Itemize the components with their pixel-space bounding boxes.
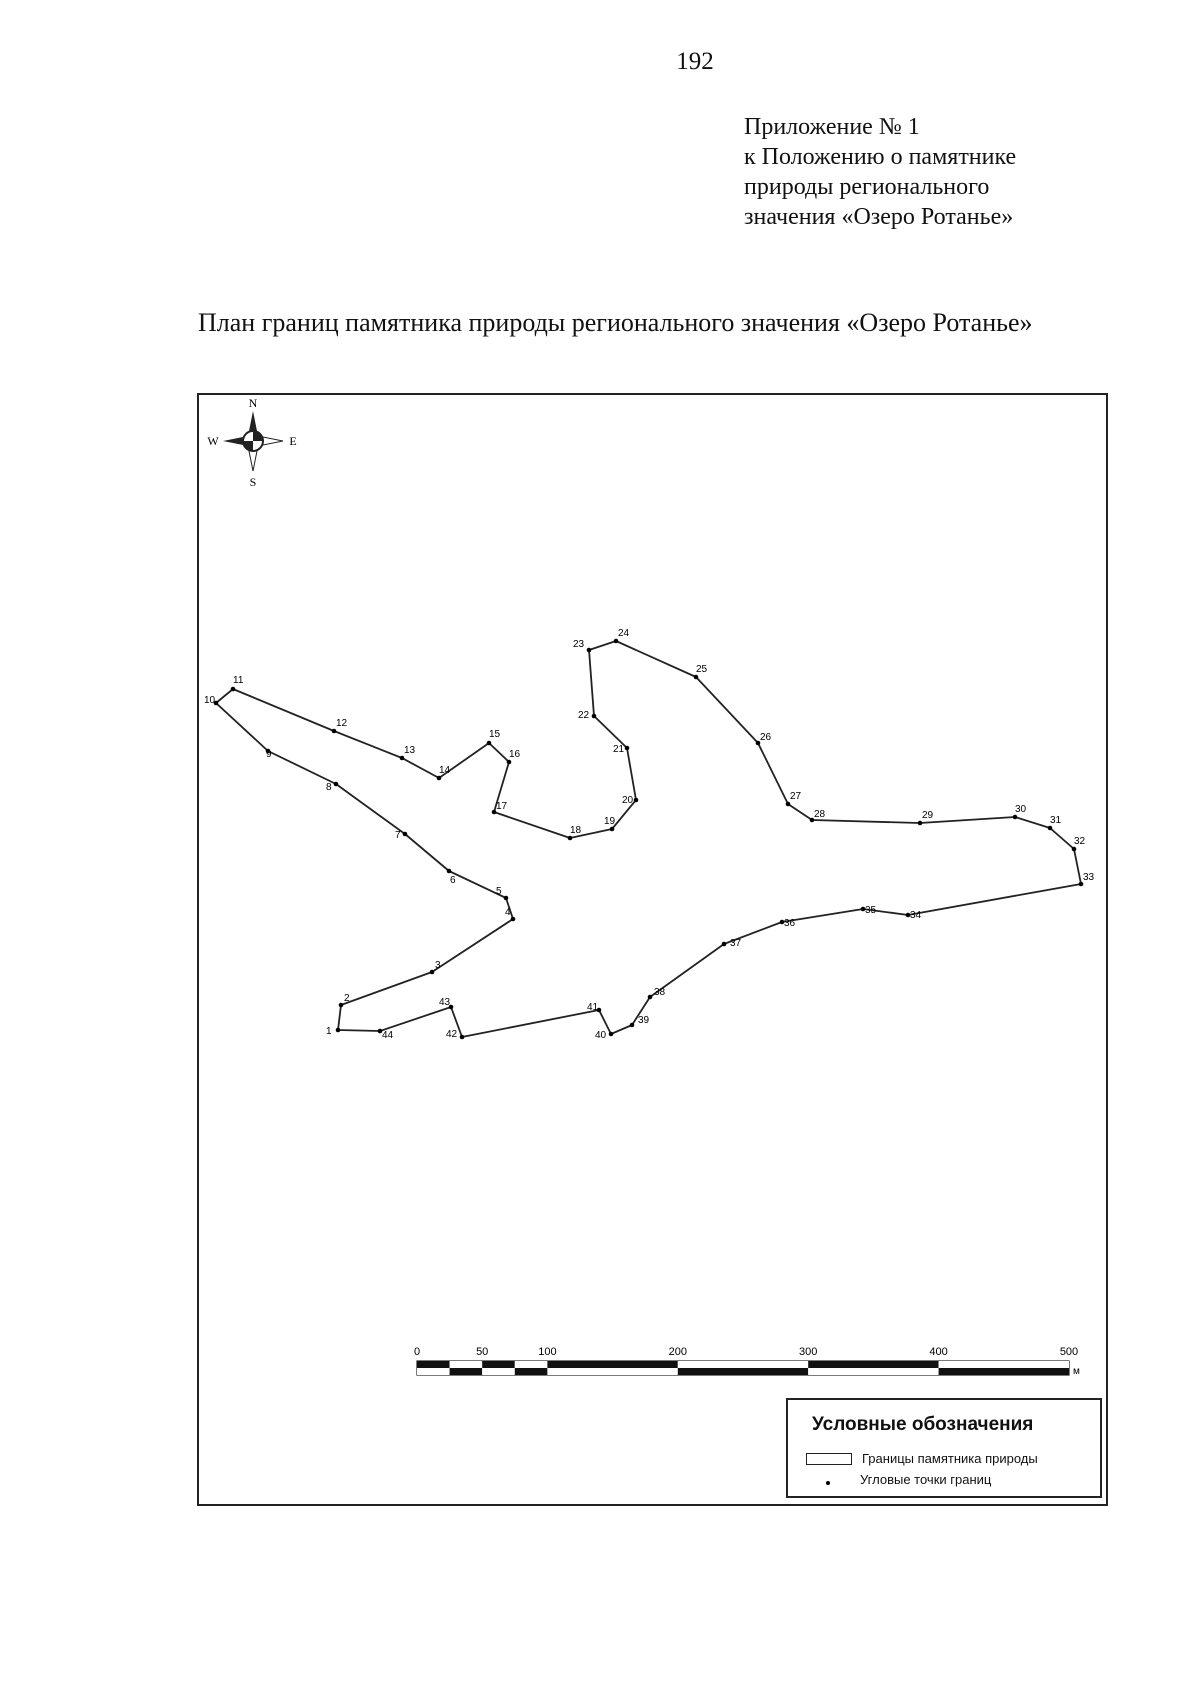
scale-bar-tick-label: 50 [476,1346,489,1358]
scale-bar-segment [450,1361,483,1368]
boundary-point-label-8: 8 [326,782,332,793]
boundary-point-label-7: 7 [395,830,401,841]
scale-bar-tick-label: 300 [799,1346,818,1358]
legend-points-label: Угловые точки границ [860,1472,992,1487]
boundary-point-8 [334,782,339,787]
boundary-point-29 [918,821,923,826]
boundary-point-label-37: 37 [730,938,742,949]
boundary-point-1 [336,1028,341,1033]
boundary-point-23 [587,648,592,653]
boundary-point-label-6: 6 [450,875,456,886]
scale-bar-segment [808,1361,938,1368]
legend-boundary-swatch [806,1453,852,1465]
scale-bar-segment [678,1368,808,1375]
boundary-point-37 [722,942,727,947]
boundary-point-4 [511,917,516,922]
boundary-point-label-11: 11 [233,675,244,686]
scale-bar-segment [939,1361,1069,1368]
boundary-point-label-36: 36 [784,918,796,929]
boundary-point-label-16: 16 [509,749,521,760]
boundary-point-label-44: 44 [382,1030,394,1041]
legend-title: Условные обозначения [812,1414,1034,1435]
boundary-point-label-26: 26 [760,732,772,743]
scale-bar-segment [482,1368,515,1375]
scale-bar-segment [417,1368,450,1375]
boundary-point-label-10: 10 [204,695,216,706]
boundary-point-3 [430,970,435,975]
boundary-point-label-34: 34 [910,910,922,921]
legend-boundary-label: Границы памятника природы [862,1451,1038,1466]
boundary-point-label-35: 35 [865,905,877,916]
legend-point-icon [806,1475,850,1485]
boundary-point-label-43: 43 [439,997,451,1008]
boundary-point-6 [447,869,452,874]
boundary-point-24 [614,639,619,644]
scale-bar-segment [515,1368,548,1375]
boundary-point-11 [231,687,236,692]
compass-icon [207,396,296,489]
boundary-point-7 [403,832,408,837]
boundary-point-label-31: 31 [1050,815,1062,826]
boundary-point-label-13: 13 [404,745,416,756]
scale-bar-unit: м [1073,1366,1080,1377]
boundary-polygon [216,641,1081,1037]
scale-bar-tick-label: 200 [668,1346,687,1358]
boundary-point-13 [400,756,405,761]
boundary-point-label-27: 27 [790,791,802,802]
scale-bar [414,1346,1080,1377]
boundary-point-27 [786,802,791,807]
boundary-point-label-12: 12 [336,718,348,729]
boundary-point-label-17: 17 [496,801,508,812]
boundary-point-18 [568,836,573,841]
boundary-point-label-9: 9 [266,749,272,760]
boundary-point-label-32: 32 [1074,836,1086,847]
boundary-point-label-38: 38 [654,987,666,998]
boundary-point-38 [648,995,653,1000]
annex-line-3: природы регионального [744,174,990,200]
boundary-point-label-42: 42 [446,1029,458,1040]
boundary-point-20 [634,798,639,803]
boundary-point-30 [1013,815,1018,820]
compass-east-label: E [289,434,297,448]
boundary-point-label-3: 3 [435,960,441,971]
boundary-point-label-2: 2 [344,993,350,1004]
annex-line-2: к Положению о памятнике [744,144,1017,170]
boundary-point-label-29: 29 [922,810,934,821]
compass-south-label: S [249,475,257,489]
boundary-point-label-24: 24 [618,628,630,639]
boundary-point-32 [1072,847,1077,852]
legend-row-boundary [806,1451,1038,1466]
scale-bar-tick-label: 100 [538,1346,557,1358]
compass-west-label: W [207,434,219,448]
boundary-point-label-19: 19 [604,816,616,827]
page-number: 192 [676,48,714,75]
boundary-point-2 [339,1003,344,1008]
boundary-point-5 [504,896,509,901]
annex-line-4: значения «Озеро Ротанье» [744,204,1014,230]
boundary-point-label-40: 40 [595,1030,607,1041]
boundary-point-label-4: 4 [505,907,511,918]
boundary-point-label-41: 41 [587,1002,599,1013]
boundary-point-label-20: 20 [622,795,634,806]
boundary-point-22 [592,714,597,719]
legend-row-points [806,1472,991,1487]
annex-line-1: Приложение № 1 [744,114,920,140]
boundary-point-label-21: 21 [613,744,625,755]
scale-bar-tick-label: 400 [929,1346,948,1358]
boundary-point-label-5: 5 [496,886,502,897]
boundary-point-label-23: 23 [573,639,585,650]
scale-bar-segment [678,1361,808,1368]
boundary-point-label-25: 25 [696,664,708,675]
plan-title: План границ памятника природы регионального значения «Озеро Ротанье» [198,308,1033,337]
boundary-point-label-1: 1 [326,1026,332,1037]
boundary-point-15 [487,741,492,746]
scale-bar-tick-label: 500 [1059,1346,1079,1358]
boundary-point-label-18: 18 [570,825,582,836]
scale-bar-segment [515,1361,548,1368]
legend [786,1398,1102,1498]
boundary-point-label-22: 22 [578,710,590,721]
scale-bar-segment [417,1361,450,1368]
compass-north-label: N [248,396,258,410]
scale-bar-segment [808,1368,938,1375]
boundary-point-19 [610,827,615,832]
boundary-point-14 [437,776,442,781]
boundary-point-label-30: 30 [1015,804,1027,815]
boundary-point-label-15: 15 [489,729,501,740]
scale-bar-tick-label: 0 [413,1346,421,1358]
boundary-point-21 [625,746,630,751]
boundary-point-12 [332,729,337,734]
boundary-point-42 [460,1035,465,1040]
boundary-point-40 [609,1032,614,1037]
boundary-point-16 [507,760,512,765]
scale-bar-segment [547,1368,677,1375]
scale-bar-segment [482,1361,515,1368]
boundary-point-label-39: 39 [638,1015,650,1026]
boundary-point-label-14: 14 [439,765,451,776]
boundary-points [204,628,1095,1041]
boundary-point-25 [694,675,699,680]
boundary-point-label-28: 28 [814,809,826,820]
boundary-point-31 [1048,826,1053,831]
scale-bar-segment [450,1368,483,1375]
scale-bar-segment [939,1368,1069,1375]
boundary-point-39 [630,1023,635,1028]
boundary-point-label-33: 33 [1083,872,1095,883]
scale-bar-segment [547,1361,677,1368]
